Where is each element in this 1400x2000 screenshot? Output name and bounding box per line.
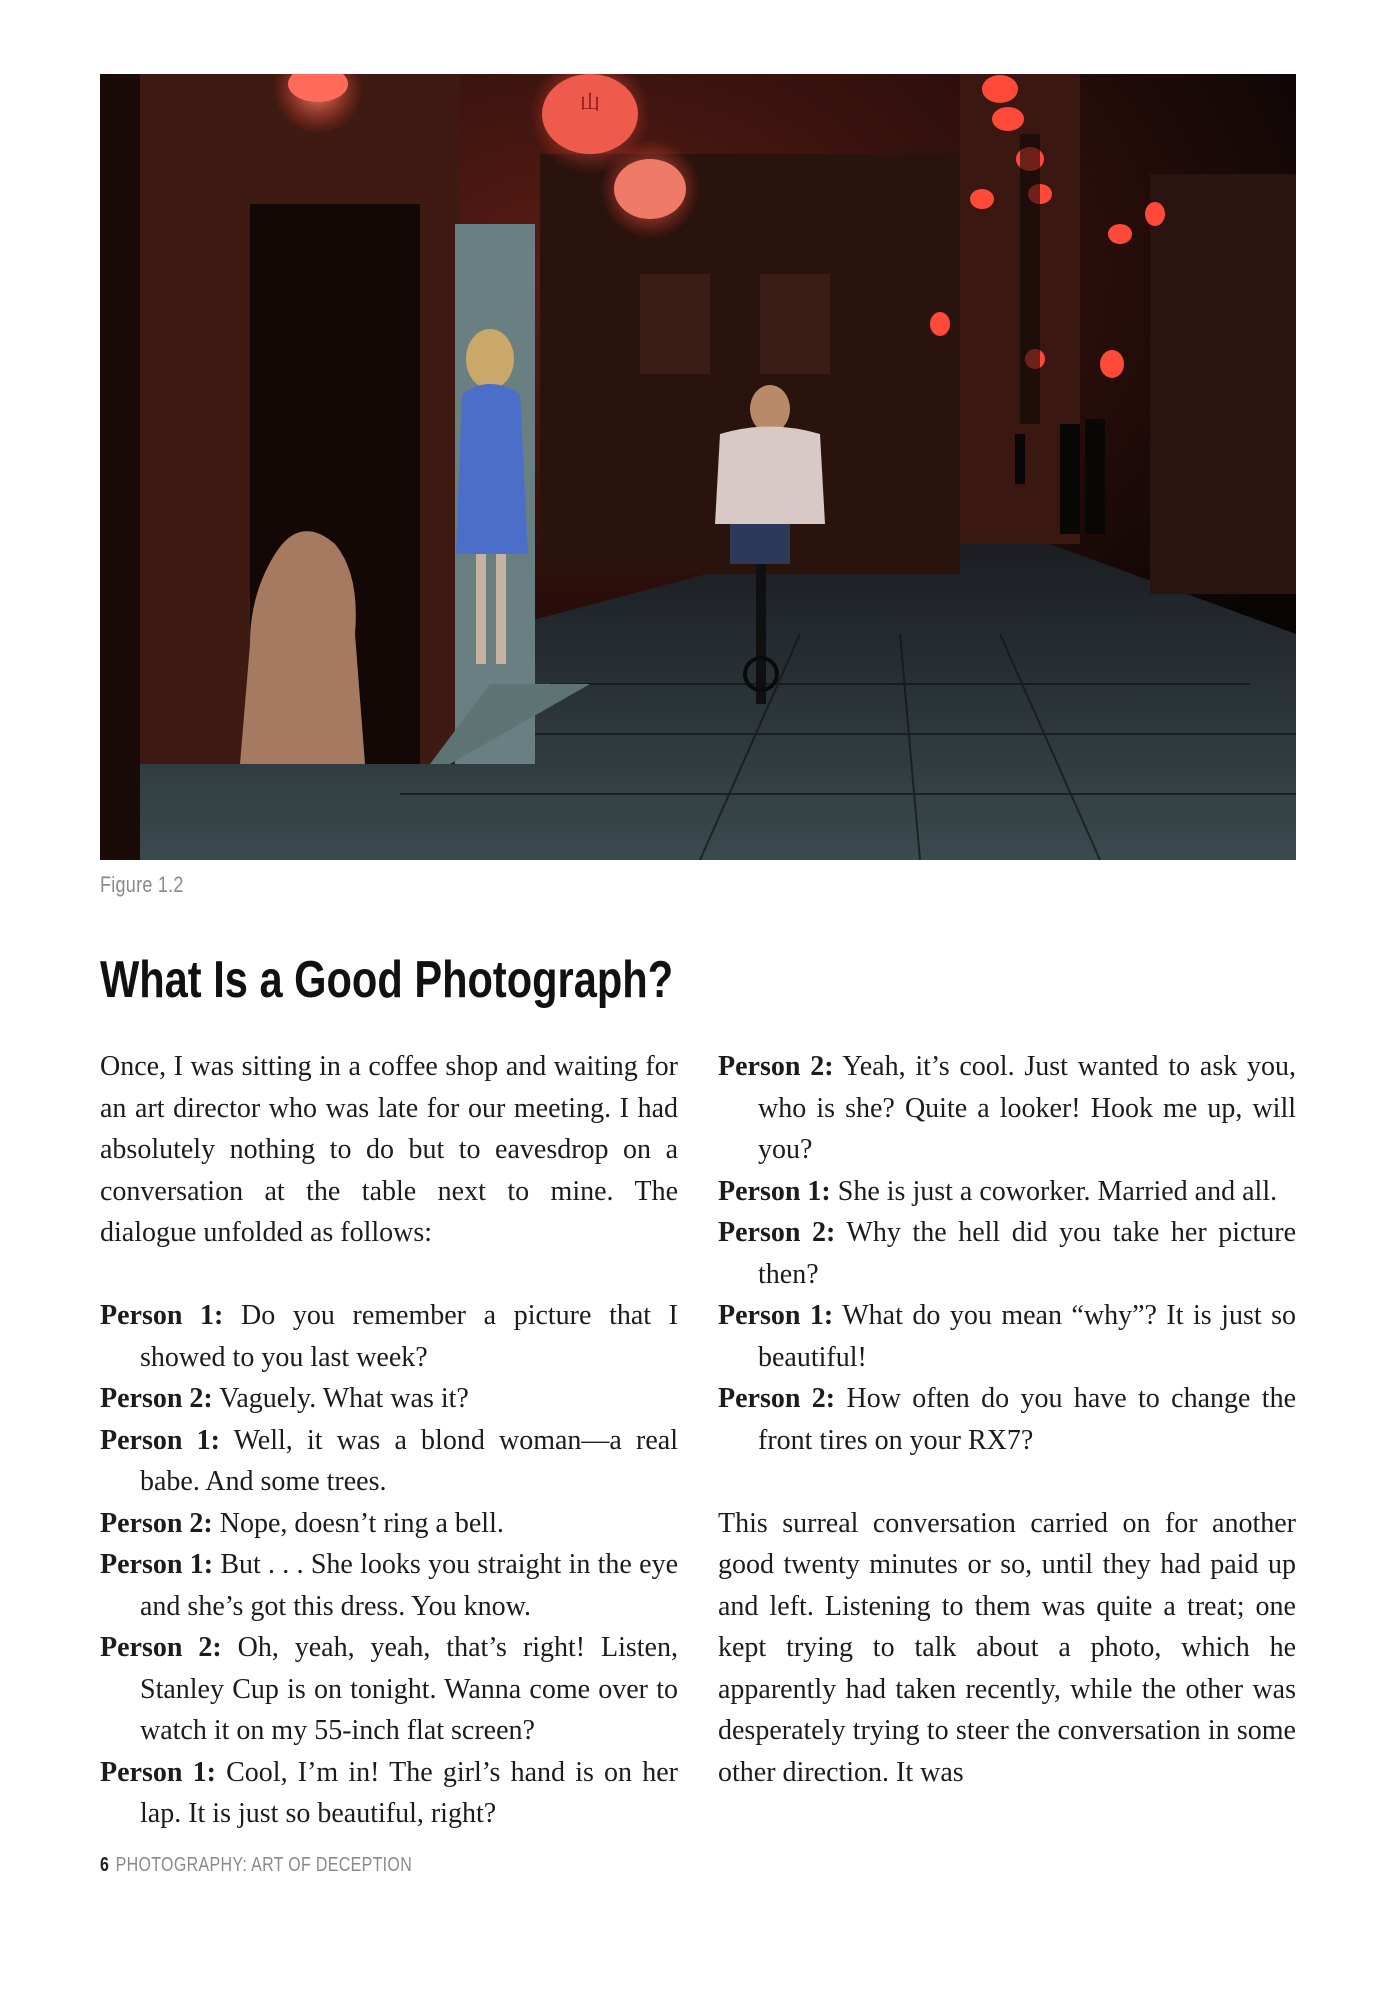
- speaker-label: Person 2:: [100, 1632, 222, 1663]
- speaker-label: Person 1:: [100, 1756, 216, 1788]
- dialogue-text: Cool, I’m in! The girl’s hand is on her lap. It is just so beautiful, right?: [140, 1756, 678, 1829]
- dialogue-line: [100, 1544, 678, 1627]
- dialogue-text: Well, it was a blond woman—a real babe. And some trees.: [140, 1424, 678, 1497]
- dialogue-line: [100, 1420, 678, 1503]
- dialogue-line: [100, 1627, 678, 1752]
- dialogue-text: Why the hell did you take her picture then?: [758, 1217, 1296, 1290]
- lantern-glyph: 山: [580, 90, 600, 114]
- speaker-label: Person 1:: [718, 1300, 834, 1331]
- dialogue-text: Oh, yeah, yeah, that’s right! Listen, Stanley Cup is on tonight. Wanna come over to watch it on my 55-inch flat screen?: [140, 1632, 678, 1746]
- running-title: PHOTOGRAPHY: ART OF DECEPTION: [115, 1854, 413, 1876]
- figure-caption: Figure 1.2: [100, 872, 184, 897]
- dialogue-part-2: [718, 1046, 1296, 1461]
- dialogue-text: How often do you have to change the front tires on your RX7?: [758, 1383, 1296, 1456]
- dialogue-line: [718, 1171, 1296, 1213]
- dialogue-text: Nope, doesn’t ring a bell.: [219, 1507, 504, 1539]
- dialogue-line: [718, 1378, 1296, 1461]
- dialogue-text: What do you mean “why”? It is just so beautiful!: [758, 1300, 1297, 1373]
- dialogue-line: [100, 1752, 678, 1835]
- speaker-label: Person 2:: [100, 1507, 213, 1539]
- dialogue-text: She is just a coworker. Married and all.: [837, 1175, 1278, 1207]
- speaker-label: Person 2:: [718, 1051, 834, 1082]
- closing-paragraph: This surreal conversation carried on for another good twenty minutes or so, until they had paid up and left. Listening to them was quite a treat; one kept trying to talk about a photo, which he apparently had taken recently, while the other was desperately trying to steer the conversation in some other direction. It was: [718, 1507, 1296, 1788]
- dialogue-line: [100, 1378, 678, 1420]
- dialogue-text: Yeah, it’s cool. Just wanted to ask you, who is she? Quite a looker! Hook me up, will you?: [758, 1051, 1296, 1165]
- section-heading: What Is a Good Photograph?: [100, 951, 674, 1009]
- speaker-label: Person 2:: [718, 1217, 836, 1248]
- dialogue-line: [100, 1295, 678, 1378]
- dialogue-line: [718, 1212, 1296, 1295]
- dialogue-part-1: [100, 1295, 678, 1835]
- speaker-label: Person 2:: [718, 1383, 836, 1414]
- page-number: 6: [100, 1854, 110, 1876]
- dialogue-line: [718, 1295, 1296, 1378]
- speaker-label: Person 1:: [100, 1424, 220, 1456]
- speaker-label: Person 1:: [100, 1300, 224, 1331]
- speaker-label: Person 2:: [100, 1383, 213, 1414]
- dialogue-text: Do you remember a picture that I showed to you last week?: [140, 1300, 679, 1373]
- dialogue-text: Vaguely. What was it?: [219, 1383, 469, 1414]
- right-column: [718, 1046, 1296, 1793]
- page-footer: [100, 1854, 412, 1877]
- intro-paragraph: Once, I was sitting in a coffee shop and waiting for an art director who was late for our meeting. I had absolutely nothing to do but to eavesdrop on a conversation at the table next to mine. The dialogue unfolded as follows:: [100, 1051, 678, 1248]
- speaker-label: Person 1:: [100, 1549, 214, 1580]
- speaker-label: Person 1:: [718, 1175, 831, 1207]
- figure-photo: [100, 74, 1296, 860]
- night-alley-photo: [100, 74, 1296, 860]
- dialogue-line: [100, 1503, 678, 1545]
- dialogue-line: [718, 1046, 1296, 1171]
- dialogue-text: But . . . She looks you straight in the eye and she’s got this dress. You know.: [140, 1549, 678, 1622]
- left-column: [100, 1046, 678, 1835]
